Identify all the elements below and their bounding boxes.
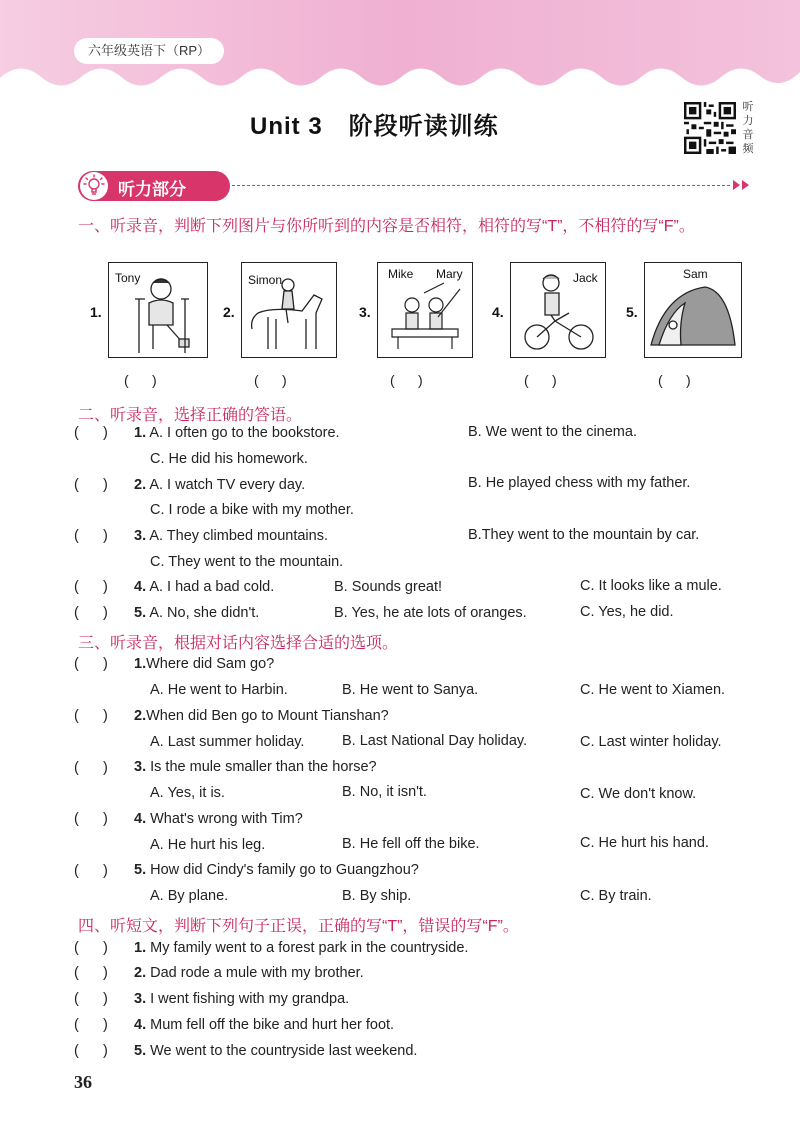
picture-row (0, 262, 800, 362)
answer-blank[interactable]: ( ) (74, 811, 108, 827)
question-option-b: B. He fell off the bike. (342, 836, 480, 852)
answer-blank[interactable]: ( ) (524, 372, 557, 388)
question-option-c: C. He went to Xiamen. (580, 682, 726, 698)
question-text (134, 759, 377, 775)
question-number: 2. (134, 708, 147, 724)
question-option-a: A. He went to Harbin. (150, 682, 288, 698)
page-title (250, 106, 499, 141)
question-option-a: A. He hurt his leg. (150, 837, 266, 853)
statement (134, 1017, 394, 1033)
part2-heading: 二、听录音，选择正确的答语。 (78, 407, 303, 424)
qr-label (741, 100, 755, 156)
unit-name: 阶段听读训练 (348, 113, 499, 140)
answer-blank[interactable]: ( ) (124, 372, 157, 388)
question-option-c: C. I rode a bike with my mother. (150, 502, 354, 518)
answer-blank[interactable]: ( ) (74, 425, 108, 441)
question-option-c: C. They went to the mountain. (150, 554, 344, 570)
question-option-b: B. Yes, he ate lots of oranges. (334, 605, 527, 621)
question-number: 4. (134, 1017, 147, 1033)
option-text: A. No, she didn't. (149, 605, 260, 621)
question-option-c: C. He did his homework. (150, 451, 308, 467)
statement-text: Mum fell off the bike and hurt her foot. (150, 1017, 395, 1033)
question-option-b: B. He went to Sanya. (342, 682, 479, 698)
question-text (134, 656, 274, 672)
question-text (134, 811, 303, 827)
answer-blank[interactable]: ( ) (74, 940, 108, 956)
statement-text: Dad rode a mule with my brother. (150, 965, 364, 981)
statement (134, 965, 364, 981)
question-number: 1. (134, 425, 147, 441)
book-label: 六年级英语下（RP） (74, 38, 224, 64)
picture-mike-mary (377, 262, 473, 358)
answer-blank[interactable]: ( ) (74, 656, 108, 672)
lightbulb-icon (80, 172, 108, 200)
option-text: A. I had a bad cold. (149, 579, 275, 595)
question-option-b: B. By ship. (342, 888, 412, 904)
question-stem: What's wrong with Tim? (150, 811, 303, 827)
picture-simon (241, 262, 337, 358)
section-label: 听力部分 (118, 180, 186, 199)
unit-number: Unit 3 (250, 113, 323, 140)
option-text: A. They climbed mountains. (149, 528, 328, 544)
question-number: 1. (134, 940, 147, 956)
section-badge (78, 171, 230, 201)
question-option-c: C. We don't know. (580, 786, 697, 802)
question-option-a (134, 425, 340, 441)
picture-sam (644, 262, 742, 358)
statement-text: I went fishing with my grandpa. (150, 991, 350, 1007)
answer-blank[interactable]: ( ) (74, 965, 108, 981)
question-text (134, 708, 389, 724)
answer-blank[interactable]: ( ) (74, 863, 108, 879)
question-option-a (134, 477, 305, 493)
part1-heading: 一、听录音，判断下列图片与你所听到的内容是否相符，相符的写“T”，不相符的写“F”。 (78, 218, 695, 235)
question-option-a: A. Yes, it is. (150, 785, 225, 801)
picture-name: Mary (436, 267, 463, 281)
question-option-b: B. We went to the cinema. (468, 424, 637, 440)
question-option-c: C. Yes, he did. (580, 604, 674, 620)
picture-name: Jack (573, 271, 598, 285)
question-option-b: B. He played chess with my father. (468, 475, 691, 491)
question-text (134, 862, 419, 878)
question-number: 5. (134, 605, 147, 621)
picture-number: 4. (492, 304, 504, 320)
answer-blank[interactable]: ( ) (74, 528, 108, 544)
question-number: 2. (134, 965, 147, 981)
question-number: 1. (134, 656, 147, 672)
question-option-b: B. Sounds great! (334, 579, 443, 595)
double-arrow-icon (730, 178, 756, 192)
statement-text: We went to the countryside last weekend. (150, 1043, 418, 1059)
answer-blank[interactable]: ( ) (658, 372, 691, 388)
question-option-b: B.They went to the mountain by car. (468, 527, 700, 543)
picture-name: Tony (115, 271, 141, 285)
part3-heading: 三、听录音，根据对话内容选择合适的选项。 (78, 635, 399, 652)
question-option-c: C. He hurt his hand. (580, 835, 709, 851)
question-option-a (134, 528, 328, 544)
question-option-b: B. No, it isn't. (342, 784, 427, 800)
question-option-c: C. Last winter holiday. (580, 734, 722, 750)
qr-label-char: 听 (742, 101, 754, 113)
question-number: 2. (134, 477, 147, 493)
question-option-c: C. It looks like a mule. (580, 578, 722, 594)
option-text: A. I often go to the bookstore. (149, 425, 340, 441)
statement (134, 1043, 417, 1059)
picture-name: Simon (248, 273, 283, 287)
question-option-a (134, 579, 274, 595)
answer-blank[interactable]: ( ) (74, 579, 108, 595)
answer-blank[interactable]: ( ) (74, 991, 108, 1007)
answer-blank[interactable]: ( ) (74, 760, 108, 776)
picture-number: 1. (90, 304, 102, 320)
question-stem: Is the mule smaller than the horse? (150, 759, 377, 775)
picture-number: 5. (626, 304, 638, 320)
question-option-a (134, 605, 259, 621)
answer-blank[interactable]: ( ) (74, 708, 108, 724)
answer-blank[interactable]: ( ) (74, 1043, 108, 1059)
part4-heading: 四、听短文，判断下列句子正误，正确的写“T”，错误的写“F”。 (78, 918, 519, 935)
question-number: 5. (134, 1043, 147, 1059)
page-number: 36 (74, 1072, 92, 1092)
statement-text: My family went to a forest park in the countryside. (150, 940, 469, 956)
answer-blank[interactable]: ( ) (254, 372, 287, 388)
qr-label-char: 频 (742, 143, 754, 155)
picture-name: Mike (388, 267, 414, 281)
option-text: A. I watch TV every day. (149, 477, 306, 493)
question-option-a: A. Last summer holiday. (150, 734, 305, 750)
question-stem: Where did Sam go? (146, 656, 275, 672)
question-option-c: C. By train. (580, 888, 652, 904)
question-option-b: B. Last National Day holiday. (342, 733, 528, 749)
qr-label-char: 力 (742, 115, 754, 127)
picture-jack (510, 262, 606, 358)
section-divider (232, 185, 730, 186)
answer-blank[interactable]: ( ) (74, 477, 108, 493)
question-stem: When did Ben go to Mount Tianshan? (146, 708, 389, 724)
qr-label-char: 音 (742, 129, 754, 141)
question-number: 4. (134, 579, 147, 595)
picture-number: 2. (223, 304, 235, 320)
picture-tony (108, 262, 208, 358)
statement (134, 940, 468, 956)
question-option-a: A. By plane. (150, 888, 229, 904)
question-number: 3. (134, 528, 147, 544)
qr-code-icon[interactable] (684, 102, 736, 154)
question-number: 4. (134, 811, 147, 827)
picture-number: 3. (359, 304, 371, 320)
question-number: 3. (134, 759, 147, 775)
question-number: 3. (134, 991, 147, 1007)
statement (134, 991, 349, 1007)
answer-blank[interactable]: ( ) (74, 605, 108, 621)
question-stem: How did Cindy's family go to Guangzhou? (150, 862, 419, 878)
answer-blank[interactable]: ( ) (74, 1017, 108, 1033)
answer-blank[interactable]: ( ) (390, 372, 423, 388)
question-number: 5. (134, 862, 147, 878)
picture-name: Sam (683, 267, 708, 281)
